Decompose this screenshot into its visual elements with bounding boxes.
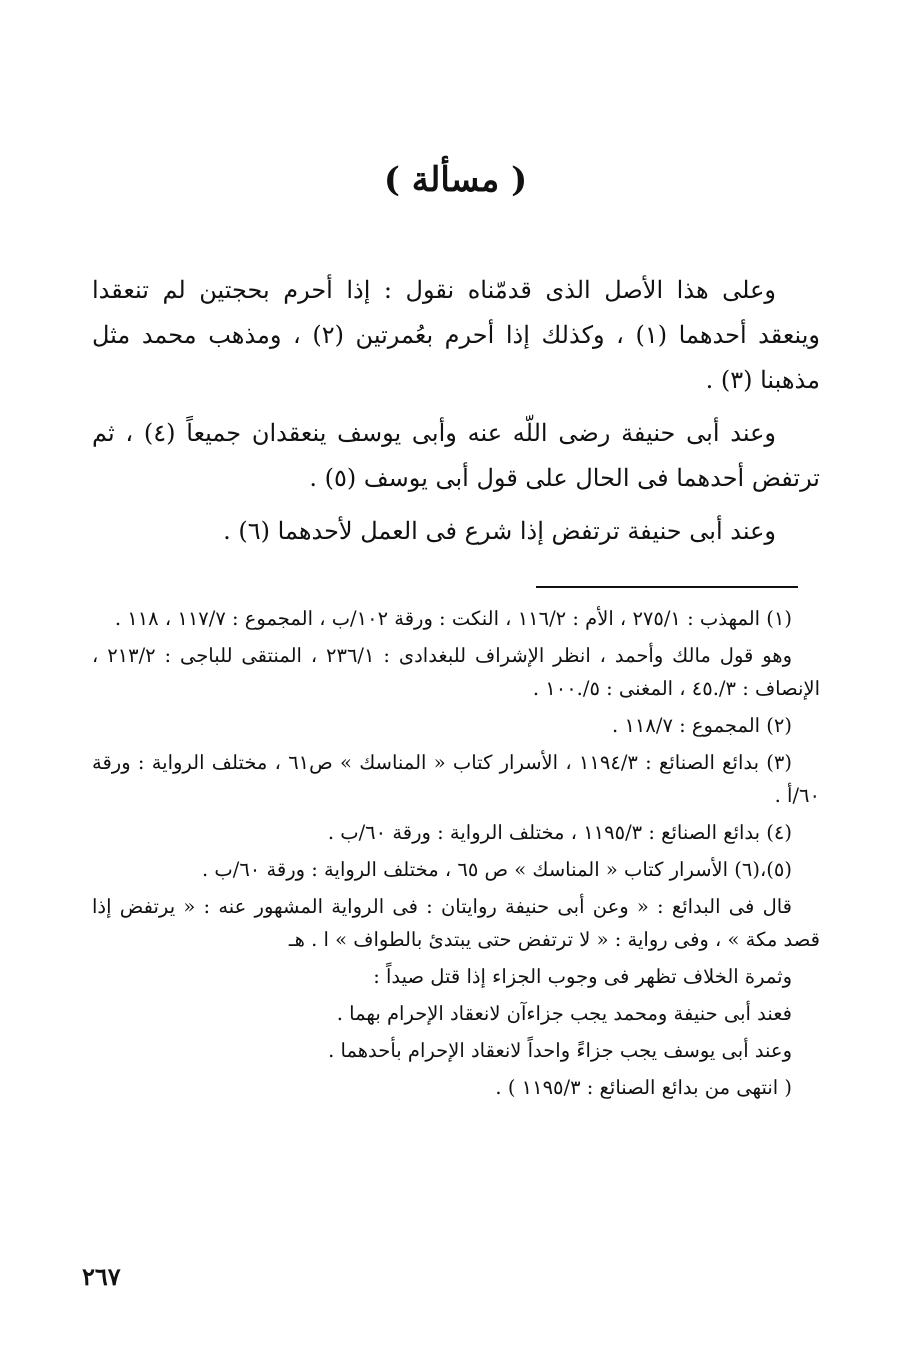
page-number: ٢٦٧ <box>82 1262 121 1291</box>
section-title: ( مسألة ) <box>383 160 528 200</box>
paragraph: وعند أبى حنيفة رضى اللّه عنه وأبى يوسف ينعقدان جميعاً (٤) ، ثم ترتفض أحدهما فى الحال على قول أبى يوسف (٥) . <box>92 419 820 492</box>
footnote: (٣) بدائع الصنائع : ١١٩٤/٣ ، الأسرار كتاب « المناسك » ص٦١ ، مختلف الرواية : ورقة ٦٠/أ . <box>92 751 820 807</box>
footnote: فعند أبى حنيفة ومحمد يجب جزاءآن لانعقاد الإحرام بهما . <box>336 1002 792 1025</box>
paragraph: وعلى هذا الأصل الذى قدمّناه نقول : إذا أحرم بحجتين لم تنعقدا وينعقد أحدهما (١) ، وكذلك إذا أحرم بعُمرتين (٢) ، ومذهب محمد مثل مذهبنا (٣) . <box>92 276 821 394</box>
footnotes <box>92 602 820 1108</box>
footnote: (١) المهذب : ٢٧٥/١ ، الأم : ١١٦/٢ ، النكت : ورقة ١٠٢/ب ، المجموع : ١١٧/٧ ، ١١٨ . <box>114 607 792 630</box>
footnote: ( انتهى من بدائع الصنائع : ١١٩٥/٣ ) . <box>495 1076 792 1099</box>
footnote: وثمرة الخلاف تظهر فى وجوب الجزاء إذا قتل صيداً : <box>373 965 792 988</box>
footnote: قال فى البدائع : « وعن أبى حنيفة روايتان : فى الرواية المشهور عنه : « يرتفض إذا قصد مكة » ، وفى رواية : « لا ترتفض حتى يبتدئ بالطواف » ا . هـ <box>92 895 820 951</box>
footnote: (٤) بدائع الصنائع : ١١٩٥/٣ ، مختلف الرواية : ورقة ٦٠/ب . <box>327 821 792 844</box>
footnote: (٢) المجموع : ١١٨/٧ . <box>612 714 792 737</box>
footnote: وعند أبى يوسف يجب جزاءً واحداً لانعقاد الإحرام بأحدهما . <box>328 1039 792 1062</box>
footnote: (٥)،(٦) الأسرار كتاب « المناسك » ص ٦٥ ، مختلف الرواية : ورقة ٦٠/ب . <box>202 858 792 881</box>
footnote: وهو قول مالك وأحمد ، انظر الإشراف للبغدادى : ٢٣٦/١ ، المنتقى للباجى : ٢١٣/٢ ، الإنصاف : ٣/.٤٥ ، المغنى : ٥/.١٠٠ . <box>92 644 820 700</box>
paragraph: وعند أبى حنيفة ترتفض إذا شرع فى العمل لأحدهما (٦) . <box>223 517 776 545</box>
main-text <box>92 268 820 562</box>
footnote-divider <box>536 586 798 588</box>
